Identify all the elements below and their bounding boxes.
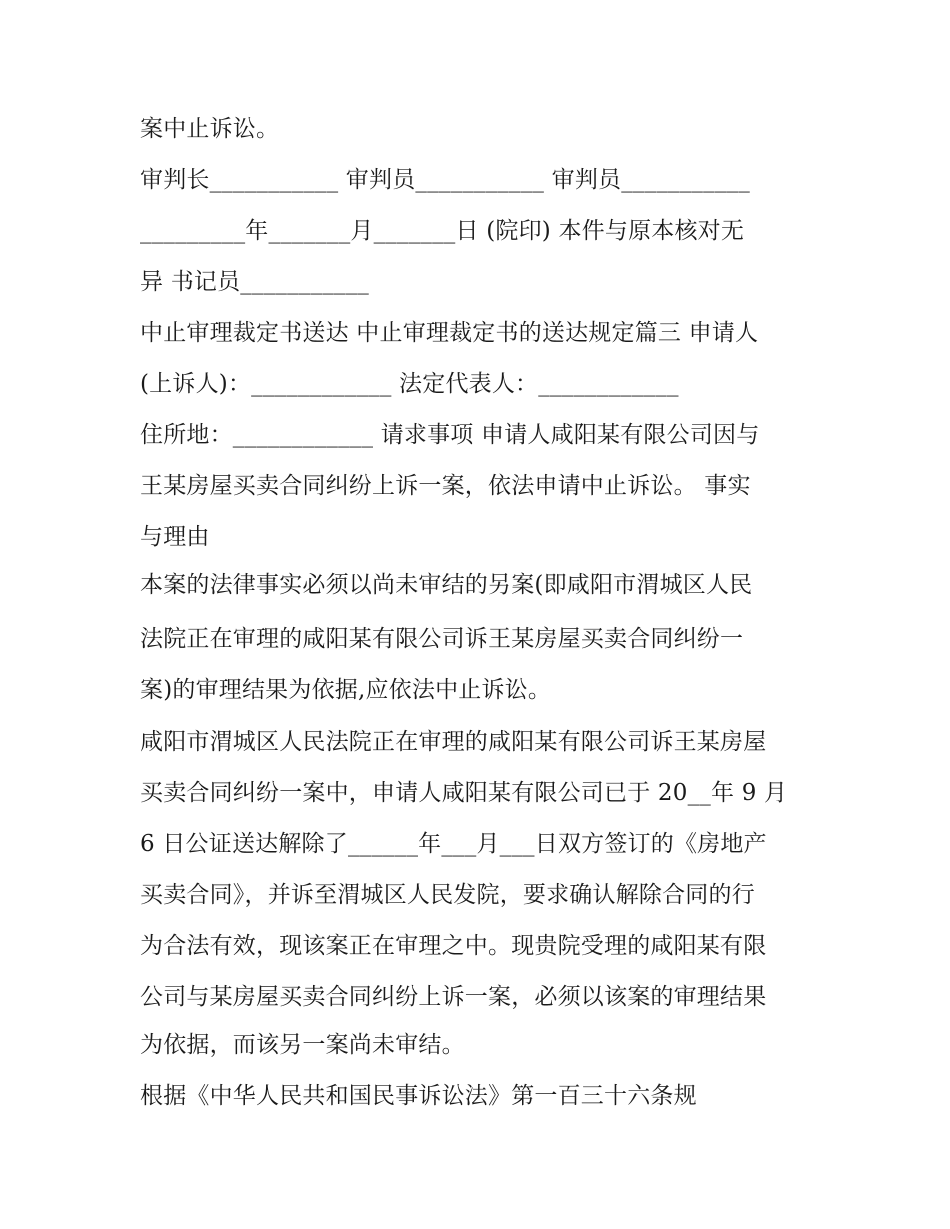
text-line-10: 本案的法律事实必须以尚未审结的另案(即咸阳市渭城区人民 — [140, 572, 753, 598]
text-line-2: 审判长___________ 审判员___________ 审判员___________ — [140, 167, 750, 193]
text-line-12: 案)的审理结果为依据,应依法中止诉讼。 — [140, 677, 552, 703]
text-line-7: 住所地：____________ 请求事项 申请人咸阳某有限公司因与 — [140, 422, 760, 448]
text-line-17: 为合法有效，现该案正在审理之中。现贵院受理的咸阳某有限 — [140, 933, 767, 959]
text-line-14: 买卖合同纠纷一案中，申请人咸阳某有限公司已于 20__年 9 月 — [140, 780, 788, 806]
text-line-13: 咸阳市渭城区人民法院正在审理的咸阳某有限公司诉王某房屋 — [140, 729, 767, 755]
text-line-16: 买卖合同》，并诉至渭城区人民发院，要求确认解除合同的行 — [140, 882, 755, 908]
text-line-11: 法院正在审理的咸阳某有限公司诉王某房屋买卖合同纠纷一 — [140, 626, 744, 652]
text-line-1: 案中止诉讼。 — [140, 116, 280, 142]
text-line-4: 异 书记员___________ — [140, 269, 370, 295]
text-line-19: 为依据，而该另一案尚未审结。 — [140, 1032, 465, 1058]
text-line-15: 6 日公证送达解除了______年___月___日双方签订的《房地产 — [140, 831, 767, 857]
text-line-6: (上诉人)：____________ 法定代表人：____________ — [140, 371, 679, 397]
text-line-8: 王某房屋买卖合同纠纷上诉一案，依法申请中止诉讼。 事实 — [140, 473, 751, 499]
text-line-3: _________年_______月_______日 (院印) 本件与原本核对无 — [140, 218, 745, 244]
text-line-5: 中止审理裁定书送达 中止审理裁定书的送达规定篇三 申请人 — [140, 320, 759, 346]
text-line-9: 与理由 — [140, 524, 210, 550]
text-line-20: 根据《中华人民共和国民事诉讼法》第一百三十六条规 — [140, 1083, 697, 1109]
text-line-18: 公司与某房屋买卖合同纠纷上诉一案，必须以该案的审理结果 — [140, 984, 767, 1010]
